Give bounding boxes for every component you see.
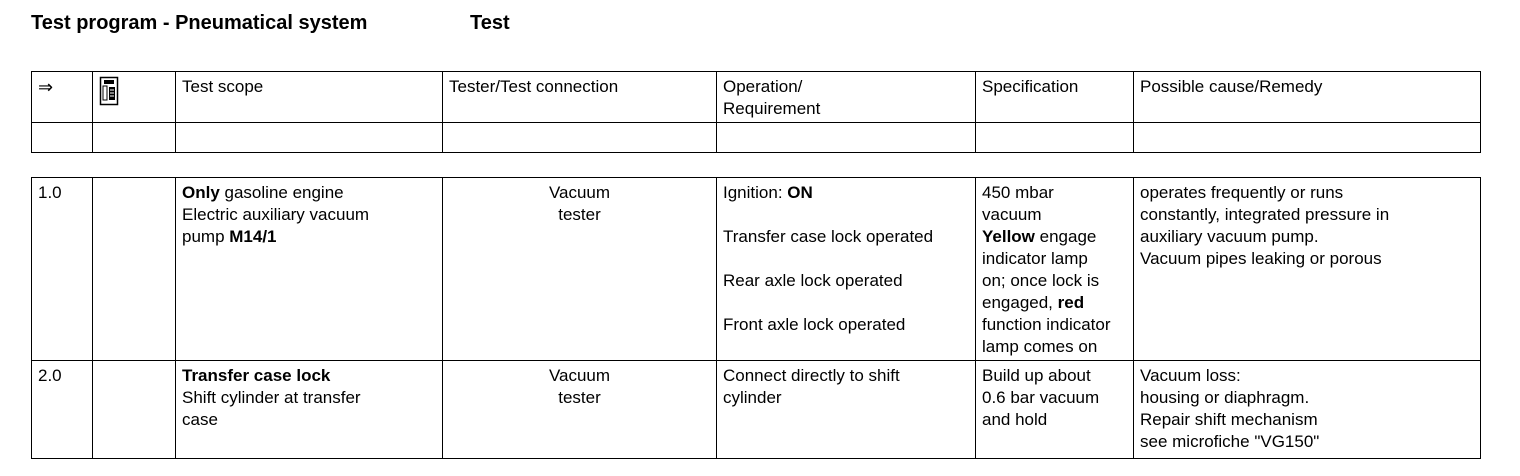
cause-text: constantly, integrated pressure in [1140,205,1390,224]
spec-text: engaged, [982,293,1058,312]
operation-text: Transfer case lock operated [723,227,934,246]
tester-text: Vacuum [548,183,611,202]
scope-bold: Only [182,183,220,202]
specification-cell [976,361,1134,459]
spec-text: lamp comes on [982,337,1098,356]
spec-bold: Yellow [982,227,1035,246]
spec-text: Build up about [982,366,1091,385]
cause-text: Vacuum pipes leaking or porous [1140,249,1382,268]
tester-icon-header-cell [93,72,176,123]
arrow-right-icon: ⇒ [38,77,54,97]
cause-text: Vacuum loss: [1140,366,1241,385]
tester-icon-cell [93,178,176,361]
header-table [31,71,1481,153]
col-possible-cause: Possible cause/Remedy [1134,72,1481,123]
test-steps-table [31,177,1481,459]
specification-cell [976,178,1134,361]
cause-text: housing or diaphragm. [1140,388,1310,407]
tester-text: Vacuum [548,366,611,385]
test-scope-cell [176,178,443,361]
blank-cell [1134,123,1481,153]
col-operation-line2: Requirement [723,99,821,118]
scope-text: pump [182,227,230,246]
spec-text: 450 mbar [982,183,1054,202]
col-operation [717,72,976,123]
component-code: M14/1 [229,227,277,246]
cause-text: see microfiche "VG150" [1140,432,1320,451]
header-row [32,72,1481,123]
spec-text: engage [1034,227,1097,246]
spec-text: and hold [982,410,1048,429]
cause-cell [1134,178,1481,361]
scope-text: Electric auxiliary vacuum [182,205,370,224]
tester-icon-cell [93,361,176,459]
blank-cell [717,123,976,153]
cause-cell [1134,361,1481,459]
blank-cell [176,123,443,153]
arrow-header-cell [32,72,93,123]
col-specification: Specification [976,72,1134,123]
operation-text: cylinder [723,388,782,407]
step-number: 2.0 [32,361,93,459]
ignition-state: ON [787,183,813,202]
spec-text: function indicator [982,315,1111,334]
tester-text: tester [558,205,601,224]
tester-device-icon [99,76,119,112]
col-operation-line1: Operation/ [723,77,803,96]
step-number: 1.0 [32,178,93,361]
operation-cell [717,178,976,361]
blank-cell [32,123,93,153]
spec-text: 0.6 bar vacuum [982,388,1100,407]
test-scope-cell [176,361,443,459]
blank-cell [93,123,176,153]
scope-text: Shift cylinder at transfer [182,388,361,407]
scope-text: case [182,410,218,429]
cause-text: Repair shift mechanism [1140,410,1318,429]
scope-bold: Transfer case lock [182,366,331,385]
blank-cell [976,123,1134,153]
col-tester-connection: Tester/Test connection [443,72,717,123]
col-test-scope: Test scope [176,72,443,123]
operation-text: Rear axle lock operated [723,271,903,290]
page-title: Test program - Pneumatical system [31,12,368,34]
blank-cell [443,123,717,153]
spec-text: vacuum [982,205,1042,224]
table-row [32,361,1481,459]
header-blank-row [32,123,1481,153]
spec-bold: red [1057,293,1085,312]
table-row [32,178,1481,361]
operation-cell [717,361,976,459]
cause-text: operates frequently or runs [1140,183,1344,202]
spec-text: indicator lamp [982,249,1088,268]
tester-text: tester [558,388,601,407]
operation-text: Ignition: [723,183,788,202]
scope-text: gasoline engine [219,183,344,202]
spec-text: on; once lock is [982,271,1100,290]
page-subtitle: Test [470,12,510,34]
tester-cell [443,178,717,361]
tester-cell [443,361,717,459]
operation-text: Connect directly to shift [723,366,900,385]
cause-text: auxiliary vacuum pump. [1140,227,1319,246]
operation-text: Front axle lock operated [723,315,906,334]
